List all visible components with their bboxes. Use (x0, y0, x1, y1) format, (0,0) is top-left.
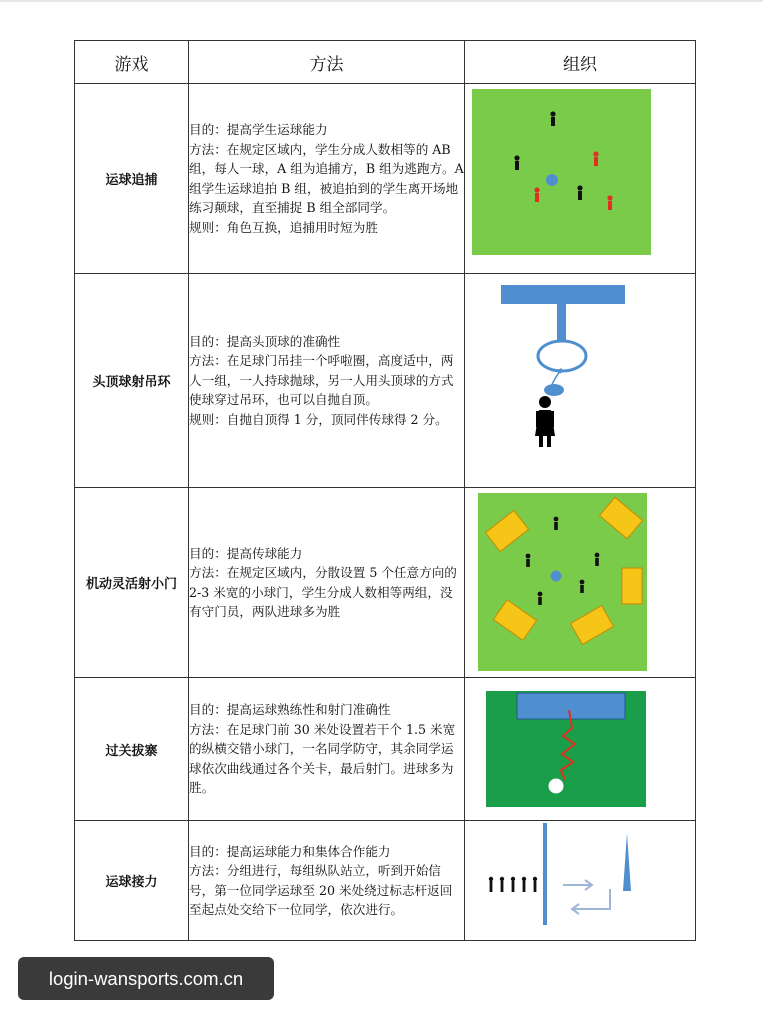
ball-icon (551, 571, 562, 582)
player-icon (593, 151, 598, 166)
small-goals-diagram (465, 488, 696, 677)
header-hoop-diagram (465, 274, 696, 487)
method-line: 目的：提高传球能力 (189, 545, 303, 561)
method-line: 方法：分组进行，每组纵队站立，听到开始信号，第一位同学运球至 20 米处绕过标志杆返回至起点处交给下一位同学，依次进行。 (189, 863, 453, 917)
hoop-rope (557, 304, 566, 340)
start-line (543, 823, 547, 925)
game-method (189, 84, 465, 274)
game-name: 运球接力 (75, 821, 189, 941)
field (472, 89, 651, 255)
goal-crossbar (501, 285, 625, 304)
game-name: 机动灵活射小门 (75, 488, 189, 678)
goal (517, 693, 625, 719)
player-icon (526, 554, 531, 567)
player-icon (595, 553, 600, 566)
game-method (189, 678, 465, 821)
method-line: 目的：提高运球熟练性和射门准确性 (189, 702, 391, 718)
ball-icon (549, 779, 564, 794)
games-table (74, 40, 696, 941)
header-organization: 组织 (465, 41, 696, 84)
game-name: 头顶球射吊环 (75, 274, 189, 488)
game-method (189, 274, 465, 488)
player-icon (580, 580, 585, 593)
method-line: 规则：角色互换，追捕用时短为胜 (189, 219, 378, 235)
header-game: 游戏 (75, 41, 189, 84)
table-row (75, 678, 696, 821)
hoop-icon (538, 341, 586, 371)
top-divider (0, 0, 763, 2)
method-line: 方法：在规定区域内，学生分成人数相等的 AB 组，每人一球，A 组为追捕方，B 组为逃跑方。A 组学生运球追拍 B 组，被追拍到的学生离开场地练习颠球，直至捕捉 B 组全部同学。 (189, 141, 464, 215)
method-line: 方法：在足球门前 30 米处设置若干个 1.5 米宽的纵横交错小球门，一名同学防守，其余同学运球依次曲线通过各个关卡，最后射门。进球多为胜。 (189, 721, 456, 796)
player-icon (533, 877, 537, 892)
player-column (489, 877, 537, 892)
game-diagram (465, 488, 696, 678)
game-name: 运球追捕 (75, 84, 189, 274)
ball-icon (544, 384, 564, 396)
small-goal (622, 568, 642, 604)
game-method (189, 488, 465, 678)
game-diagram (465, 678, 696, 821)
player-icon (607, 195, 612, 210)
player-icon (550, 111, 555, 126)
ball-icon (546, 174, 558, 186)
player-icon (500, 877, 504, 892)
table-row (75, 274, 696, 488)
player-icon (534, 187, 539, 202)
relay-arrows (563, 880, 610, 914)
method-line: 目的：提高学生运球能力 (189, 122, 328, 137)
player-icon (514, 155, 519, 170)
table-row (75, 821, 696, 941)
relay-diagram (465, 821, 696, 940)
method-line: 目的：提高运球能力和集体合作能力 (189, 843, 391, 859)
marker-pole-icon (623, 833, 631, 891)
method-line: 方法：在足球门吊挂一个呼啦圈，高度适中，两人一组，一人持球抛球，另一人用头顶球的方式使球穿过吊环，也可以自抛自顶。 (189, 353, 454, 408)
player-icon (522, 877, 526, 892)
game-diagram (465, 84, 696, 274)
method-line: 方法：在规定区域内，分散设置 5 个任意方向的 2-3 米宽的小球门，学生分成人数相等两组，没有守门员，两队进球多为胜 (189, 565, 457, 619)
table-row (75, 488, 696, 678)
player-icon (489, 877, 493, 892)
player-icon (577, 185, 582, 200)
table-row (75, 84, 696, 274)
method-line: 规则：自抛自顶得 1 分，顶同伴传球得 2 分。 (189, 411, 448, 427)
player-icon (511, 877, 515, 892)
player-figure-icon (535, 396, 555, 447)
arrow-out (563, 880, 592, 890)
pass-gates-diagram (465, 678, 696, 820)
header-method: 方法 (189, 41, 465, 84)
game-name: 过关拔寨 (75, 678, 189, 821)
game-diagram (465, 274, 696, 488)
player-icon (554, 517, 559, 530)
table-header-row (75, 41, 696, 84)
game-method (189, 821, 465, 941)
chase-dribble-diagram (465, 84, 696, 273)
watermark-badge: login-wansports.com.cn (18, 957, 274, 1000)
method-line: 目的：提高头顶球的准确性 (189, 333, 341, 349)
arrow-return (572, 889, 610, 914)
game-diagram (465, 821, 696, 941)
player-icon (538, 592, 543, 605)
